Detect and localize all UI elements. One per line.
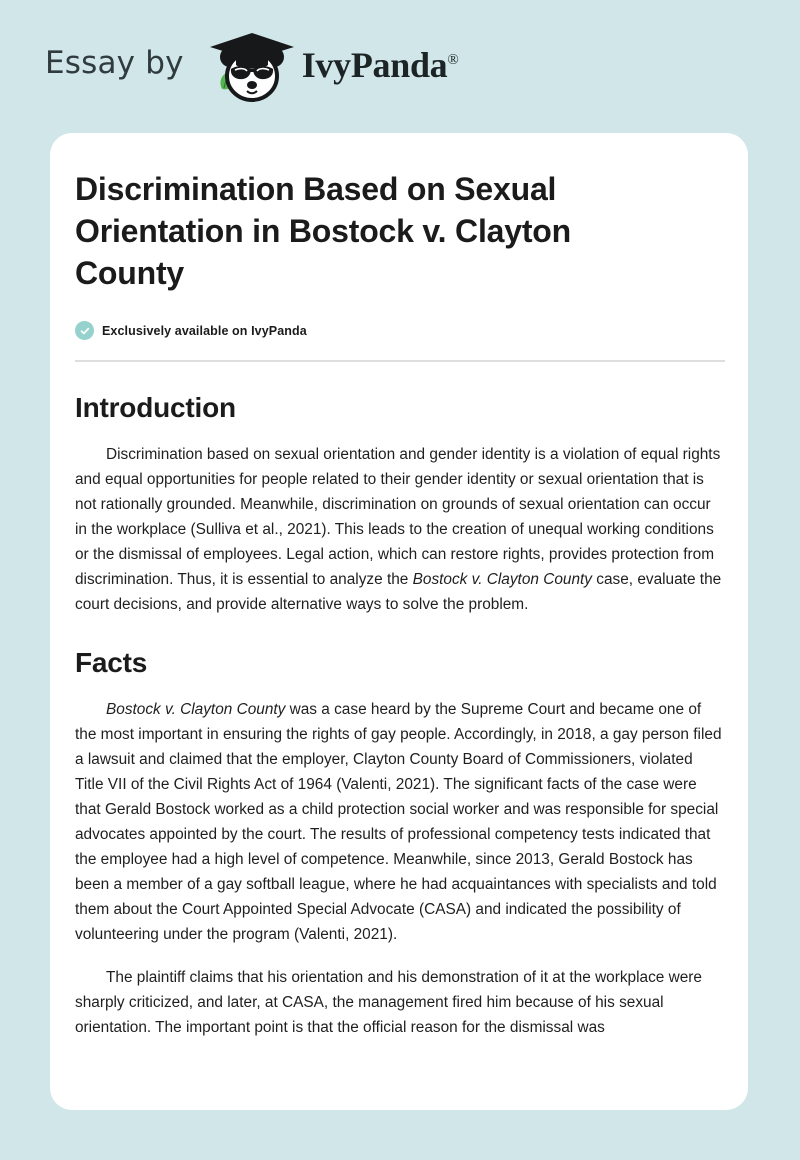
paragraph: Discrimination based on sexual orientation and gender identity is a violation of equal rights and equal opportunities for people related to their gender identity or sexual orientation that is not rationally grounded. Meanwhile, discrimination on grounds of sexual orientation can occur in the workplace (Sulliva et al., 2021). This leads to the creation of unequal working conditions or the dismissal of employees. Legal action, which can restore rights, provides protection from discrimination. Thus, it is essential to analyze the Bostock v. Clayton County case, evaluate the court decisions, and provide alternative ways to solve the problem. [75,446,722,613]
case-name-italic: Bostock v. Clayton County [106,701,286,718]
check-circle-icon [75,321,94,340]
page-title: Discrimination Based on Sexual Orientation in Bostock v. Clayton County [75,171,571,291]
essay-card [50,133,748,1110]
exclusive-availability-label: Exclusively available on IvyPanda [102,323,307,338]
brand-name-text: IvyPanda [301,44,448,85]
paragraph: Bostock v. Clayton County was a case heard by the Supreme Court and became one of the most important in ensuring the rights of gay people. Accordingly, in 2018, a gay person filed a lawsuit and claimed that the employer, Clayton County Board of Commissioners, violated Title VII of the Civil Rights Act of 1964 (Valenti, 2021). The significant facts of the case were that Gerald Bostock worked as a child protection social worker and was responsible for special advocates appointed by the court. The results of professional competency tests indicated that the employee had a high level of competence. Meanwhile, since 2013, Gerald Bostock has been a member of a gay softball league, where he had acquaintances with specialists and told them about the Court Appointed Special Advocate (CASA) and indicated the possibility of volunteering under the program (Valenti, 2021). [75,701,722,943]
ivypanda-logo[interactable] [204,27,459,107]
section-heading-facts: Facts [75,647,148,678]
exclusive-availability-badge [75,321,723,340]
essay-by-label: Essay by [45,45,184,81]
panda-graduate-icon [204,27,300,107]
section-heading-introduction: Introduction [75,392,236,423]
registered-mark: ® [447,51,459,68]
brand-wordmark [301,44,459,85]
paragraph: The plaintiff claims that his orientation and his demonstration of it at the workplace were sharply criticized, and later, at CASA, the management fired him because of his sexual orientation. The important point is that the official reason for the dismissal was [75,969,702,1036]
case-name-italic: Bostock v. Clayton County [412,571,592,588]
site-header [0,0,800,133]
